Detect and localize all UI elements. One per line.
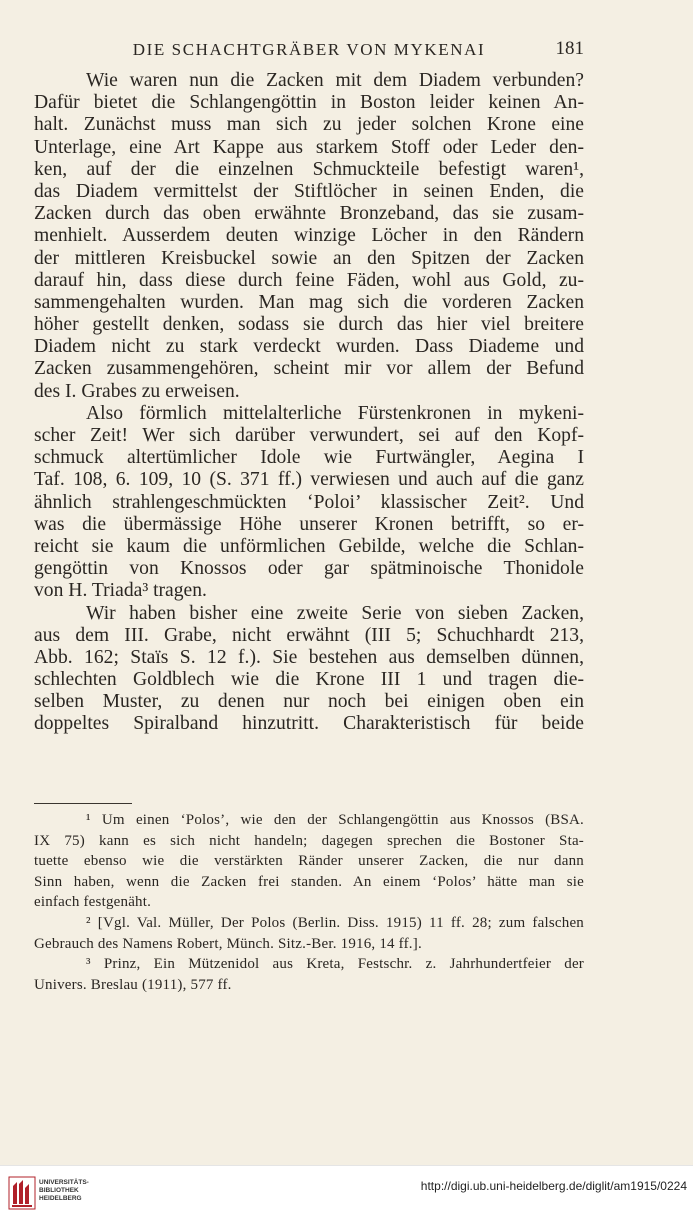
text-line: Dafür bietet die Schlangengöttin in Boston leider keinen An-: [34, 92, 584, 114]
footnote-line: tuette ebenso wie die verstärkten Ränder unserer Zacken, die nur dann: [34, 853, 584, 870]
text-line: der mittleren Kreisbuckel sowie an den Spitzen der Zacken: [34, 247, 584, 269]
footnote-line: ² [Vgl. Val. Müller, Der Polos (Berlin. Diss. 1915) 11 ff. 28; zum falschen: [86, 914, 584, 931]
text-line: menhielt. Ausserdem deuten winzige Löcher in den Rändern: [34, 225, 584, 247]
footnote-line: IX 75) kann es sich nicht handeln; dagegen sprechen die Bostoner Sta-: [34, 832, 584, 849]
text-line: scher Zeit! Wer sich darüber verwundert, sei auf den Kopf-: [34, 425, 584, 446]
footnote-rule: [34, 803, 132, 804]
text-line: das Diadem vermittelst der Stiftlöcher in seinen Enden, die: [34, 180, 584, 202]
text-line: darauf hin, dass diese durch feine Fäden, wohl aus Gold, zu-: [34, 269, 584, 291]
text-line: sammengehalten wurden. Man mag sich die vorderen Zacken: [34, 291, 584, 313]
text-line: Taf. 108, 6. 109, 10 (S. 371 ff.) verwiesen und auch auf die ganz: [34, 469, 584, 491]
viewer-footer: [0, 1165, 693, 1216]
footnote-line: ¹ Um einen ‘Polos’, wie den der Schlangengöttin aus Knossos (BSA.: [86, 812, 584, 828]
text-line: des I. Grabes zu erweisen.: [34, 380, 240, 402]
text-line: reicht sie kaum die unförmlichen Gebilde, welche die Schlan-: [34, 535, 584, 557]
text-line: aus dem III. Grabe, nicht erwähnt (III 5; Schuchhardt 213,: [34, 624, 584, 646]
running-head: DIE SCHACHTGRÄBER VON MYKENAI: [132, 40, 486, 59]
library-logo-text: UNIVERSITÄTS- BIBLIOTHEK HEIDELBERG: [39, 1179, 89, 1202]
text-line: Also förmlich mittelalterliche Fürstenkronen in mykeni-: [86, 402, 584, 424]
text-line: Unterlage, eine Art Kappe aus starkem Stoff oder Leder den-: [34, 136, 584, 158]
text-line: Zacken durch das oben erwähnte Bronzeband, das sie zusam-: [34, 203, 584, 225]
heidelberg-library-logo-icon: [8, 1176, 36, 1210]
footnote-line: ³ Prinz, Ein Mützenidol aus Kreta, Festschr. z. Jahrhundertfeier der: [86, 956, 584, 973]
page-header: [34, 38, 584, 64]
footnotes: [34, 810, 584, 995]
text-line: halt. Zunächst muss man sich zu jeder solchen Krone eine: [34, 114, 584, 136]
permalink-url[interactable]: http://digi.ub.uni-heidelberg.de/diglit/am1915/0224: [420, 1179, 687, 1193]
footnote-line: einfach festgenäht.: [34, 894, 152, 911]
text-line: Abb. 162; Staïs S. 12 f.). Sie bestehen aus demselben dünnen,: [34, 646, 584, 668]
footnote-line: Sinn haben, wenn die Zacken frei standen. An einem ‘Polos’ hätte man sie: [34, 873, 584, 890]
text-line: doppeltes Spiralband hinzutritt. Charakteristisch für beide: [34, 713, 584, 735]
text-line: schmuck altertümlicher Idole wie Furtwängler, Aegina I: [34, 447, 584, 469]
page-number: 181: [555, 38, 584, 59]
library-logo[interactable]: [8, 1176, 98, 1210]
body-text: [34, 70, 584, 736]
text-line: Zacken zusammengehören, scheint mir vor allem der Befund: [34, 358, 584, 380]
text-line: gengöttin von Knossos oder gar spätminoische Thonidole: [34, 558, 584, 580]
text-line: Diadem nicht zu stark verdeckt wurden. Dass Diademe und: [34, 336, 584, 358]
text-line: von H. Triada³ tragen.: [34, 580, 207, 602]
footnote-line: Gebrauch des Namens Robert, Münch. Sitz.-Ber. 1916, 14 ff.].: [34, 935, 422, 952]
text-line: ken, auf der die einzelnen Schmuckteile befestigt waren¹,: [34, 158, 584, 180]
text-line: höher gestellt denken, sodass sie durch das hier viel breitere: [34, 314, 584, 336]
text-line: was die übermässige Höhe unserer Kronen betrifft, so er-: [34, 513, 584, 535]
text-line: selben Muster, zu denen nur noch bei einigen oben ein: [34, 691, 584, 713]
text-line: ähnlich strahlengeschmückten ‘Poloi’ klassischer Zeit². Und: [34, 491, 584, 513]
text-line: Wir haben bisher eine zweite Serie von sieben Zacken,: [86, 602, 584, 624]
footnote-line: Univers. Breslau (1911), 577 ff.: [34, 976, 232, 993]
text-line: Wie waren nun die Zacken mit dem Diadem verbunden?: [86, 70, 584, 91]
text-line: schlechten Goldblech wie die Krone III 1 und tragen die-: [34, 669, 584, 691]
